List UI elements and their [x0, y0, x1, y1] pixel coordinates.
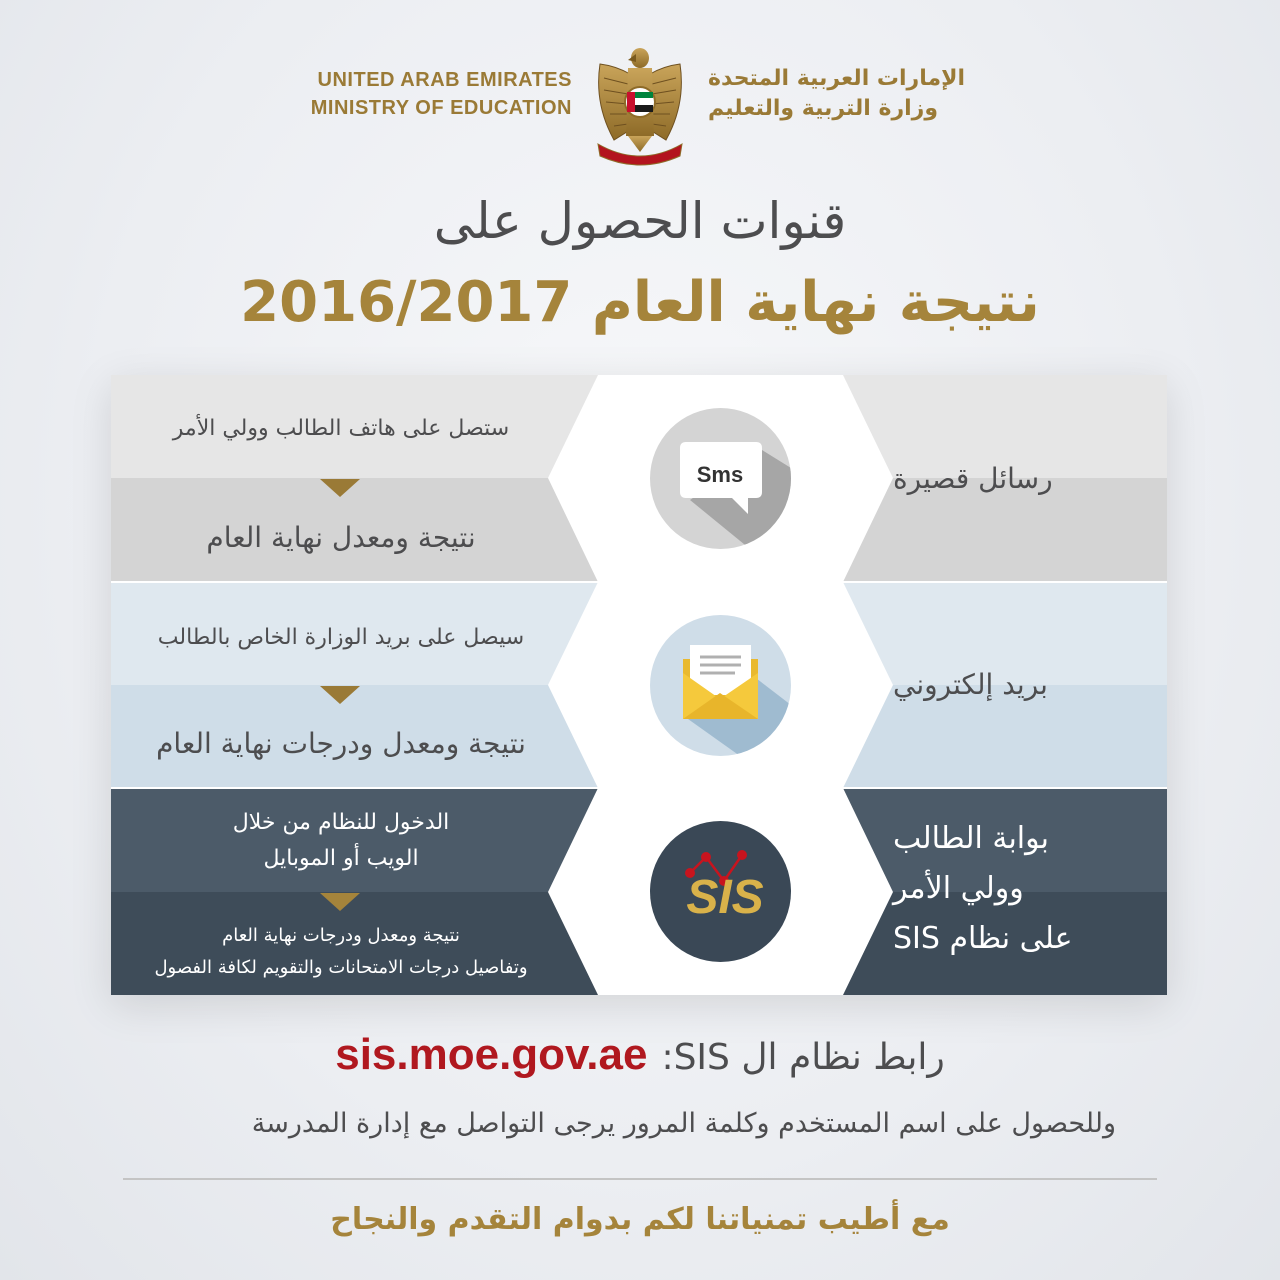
sms-top-text: ستصل على هاتف الطالب وولي الأمر [172, 415, 510, 441]
title-line-1: قنوات الحصول على [433, 192, 847, 250]
email-channel-label: بريد إلكتروني [893, 667, 1048, 701]
header-ar-ministry: وزارة التربية والتعليم [708, 96, 938, 121]
sis-link-row [0, 1030, 1280, 1080]
title-line-2: نتيجة نهاية العام 2016/2017 [240, 270, 1040, 335]
sis-bottom-text-line1: نتيجة ومعدل ودرجات نهاية العام [222, 924, 460, 946]
sis-link[interactable]: sis.moe.gov.ae [335, 1030, 648, 1079]
sis-channel-label-line2: وولي الأمر [893, 870, 1024, 906]
channels-table [111, 375, 1167, 995]
uae-emblem-icon [592, 44, 688, 166]
sis-logo-text: SIS [686, 871, 764, 924]
sis-top-text-line1: الدخول للنظام من خلال [232, 809, 450, 835]
credentials-note: وللحصول على اسم المستخدم وكلمة المرور يرجى التواصل مع إدارة المدرسة [251, 1108, 1116, 1139]
sis-link-label: رابط نظام ال SIS: [661, 1037, 945, 1078]
sis-bottom-text-line2: وتفاصيل درجات الامتحانات والتقويم لكافة الفصول [154, 956, 528, 978]
arrow-down-icon [320, 893, 360, 911]
envelope-icon [650, 615, 791, 756]
header-en-country: UNITED ARAB EMIRATES [317, 69, 572, 91]
sms-bottom-text: نتيجة ومعدل نهاية العام [206, 520, 476, 554]
email-top-text: سيصل على بريد الوزارة الخاص بالطالب [157, 624, 525, 650]
sis-channel-label-line3: على نظام SIS [893, 920, 1073, 956]
email-bottom-text: نتيجة ومعدل ودرجات نهاية العام [156, 726, 526, 760]
closing-wishes: مع أطيب تمنياتنا لكم بدوام التقدم والنجاح [330, 1202, 950, 1237]
header-ar-country: الإمارات العربية المتحدة [708, 66, 966, 91]
arrow-down-icon [320, 686, 360, 704]
sms-icon-label: Sms [696, 462, 744, 487]
sms-channel-label: رسائل قصيرة [893, 461, 1053, 495]
sis-channel-label-line1: بوابة الطالب [893, 820, 1049, 856]
footer-divider [123, 1178, 1157, 1180]
arrow-down-icon [320, 479, 360, 497]
sis-top-text-line2: الويب أو الموبايل [263, 845, 419, 871]
header-en-ministry: MINISTRY OF EDUCATION [310, 97, 572, 119]
